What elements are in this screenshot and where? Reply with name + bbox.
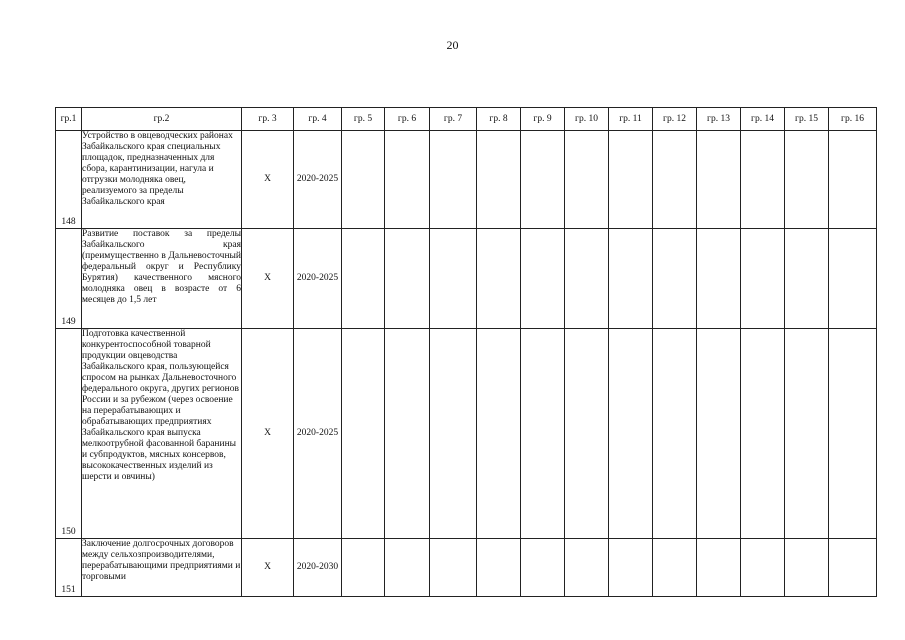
empty-cell [609, 131, 653, 229]
table-row [56, 539, 877, 597]
row-number: 148 [56, 131, 82, 229]
header-cell: гр. 7 [430, 108, 477, 131]
empty-cell [342, 539, 385, 597]
empty-cell [521, 539, 565, 597]
row-number: 149 [56, 229, 82, 329]
empty-cell [785, 329, 829, 539]
empty-cell [785, 539, 829, 597]
empty-cell [565, 229, 609, 329]
empty-cell [385, 131, 430, 229]
empty-cell [521, 329, 565, 539]
header-cell: гр. 8 [477, 108, 521, 131]
header-cell: гр. 16 [829, 108, 877, 131]
empty-cell [741, 329, 785, 539]
empty-cell [609, 329, 653, 539]
empty-cell [741, 131, 785, 229]
row-period: 2020-2025 [294, 229, 342, 329]
table-row [56, 329, 877, 539]
row-mark: X [242, 329, 294, 539]
empty-cell [741, 229, 785, 329]
empty-cell [342, 229, 385, 329]
header-cell: гр. 3 [242, 108, 294, 131]
header-cell: гр. 13 [697, 108, 741, 131]
header-cell: гр. 15 [785, 108, 829, 131]
header-cell: гр.2 [82, 108, 242, 131]
header-cell: гр. 4 [294, 108, 342, 131]
empty-cell [609, 539, 653, 597]
empty-cell [697, 131, 741, 229]
empty-cell [829, 229, 877, 329]
empty-cell [521, 131, 565, 229]
empty-cell [653, 539, 697, 597]
empty-cell [829, 329, 877, 539]
empty-cell [829, 539, 877, 597]
empty-cell [609, 229, 653, 329]
empty-cell [697, 229, 741, 329]
empty-cell [697, 329, 741, 539]
empty-cell [430, 539, 477, 597]
row-number: 151 [56, 539, 82, 597]
page-number: 20 [446, 38, 459, 52]
empty-cell [477, 539, 521, 597]
empty-cell [653, 229, 697, 329]
header-cell: гр. 11 [609, 108, 653, 131]
row-period: 2020-2025 [294, 329, 342, 539]
empty-cell [565, 539, 609, 597]
empty-cell [430, 329, 477, 539]
measures-table [55, 107, 877, 597]
empty-cell [430, 131, 477, 229]
header-cell: гр.1 [56, 108, 82, 131]
table-row [56, 131, 877, 229]
empty-cell [653, 329, 697, 539]
empty-cell [477, 329, 521, 539]
row-description: Подготовка качественной конкурентоспособной товарной продукции овцеводства Забайкальского края, пользующейся спросом на рынках Дальневосточного федерального округа, других регионов России и за рубежом (через освоение на перерабатывающих и обрабатывающих предприятиях Забайкальского края выпуска мелкоотрубной фасованной баранины и субпродуктов, мясных консервов, высококачественных изделий из шерсти и овчины) [82, 329, 242, 539]
header-cell: гр. 9 [521, 108, 565, 131]
header-cell: гр. 12 [653, 108, 697, 131]
row-mark: X [242, 131, 294, 229]
empty-cell [653, 131, 697, 229]
header-cell: гр. 6 [385, 108, 430, 131]
empty-cell [477, 229, 521, 329]
empty-cell [342, 131, 385, 229]
empty-cell [385, 539, 430, 597]
table-row [56, 229, 877, 329]
empty-cell [430, 229, 477, 329]
empty-cell [785, 131, 829, 229]
row-period: 2020-2030 [294, 539, 342, 597]
empty-cell [741, 539, 785, 597]
row-description: Развитие поставок за пределы Забайкальского края (преимущественно в Дальневосточный федеральный округ и Республику Бурятия) качественного мясного молодняка овец в возрасте от 6 месяцев до 1,5 лет [82, 229, 242, 329]
empty-cell [697, 539, 741, 597]
row-mark: X [242, 229, 294, 329]
row-description: Заключение долгосрочных договоров между сельхозпроизводителями, перерабатывающими предприятиями и торговыми [82, 539, 242, 597]
empty-cell [342, 329, 385, 539]
empty-cell [385, 329, 430, 539]
empty-cell [477, 131, 521, 229]
row-number: 150 [56, 329, 82, 539]
header-cell: гр. 5 [342, 108, 385, 131]
row-period: 2020-2025 [294, 131, 342, 229]
empty-cell [521, 229, 565, 329]
row-mark: X [242, 539, 294, 597]
row-description: Устройство в овцеводческих районах Забайкальского края специальных площадок, предназначенных для сбора, карантинизации, нагула и отгрузки молодняка овец, реализуемого за пределы Забайкальского края [82, 131, 242, 229]
header-cell: гр. 14 [741, 108, 785, 131]
header-cell: гр. 10 [565, 108, 609, 131]
empty-cell [565, 329, 609, 539]
empty-cell [565, 131, 609, 229]
empty-cell [785, 229, 829, 329]
empty-cell [829, 131, 877, 229]
empty-cell [385, 229, 430, 329]
header-row [56, 108, 877, 131]
